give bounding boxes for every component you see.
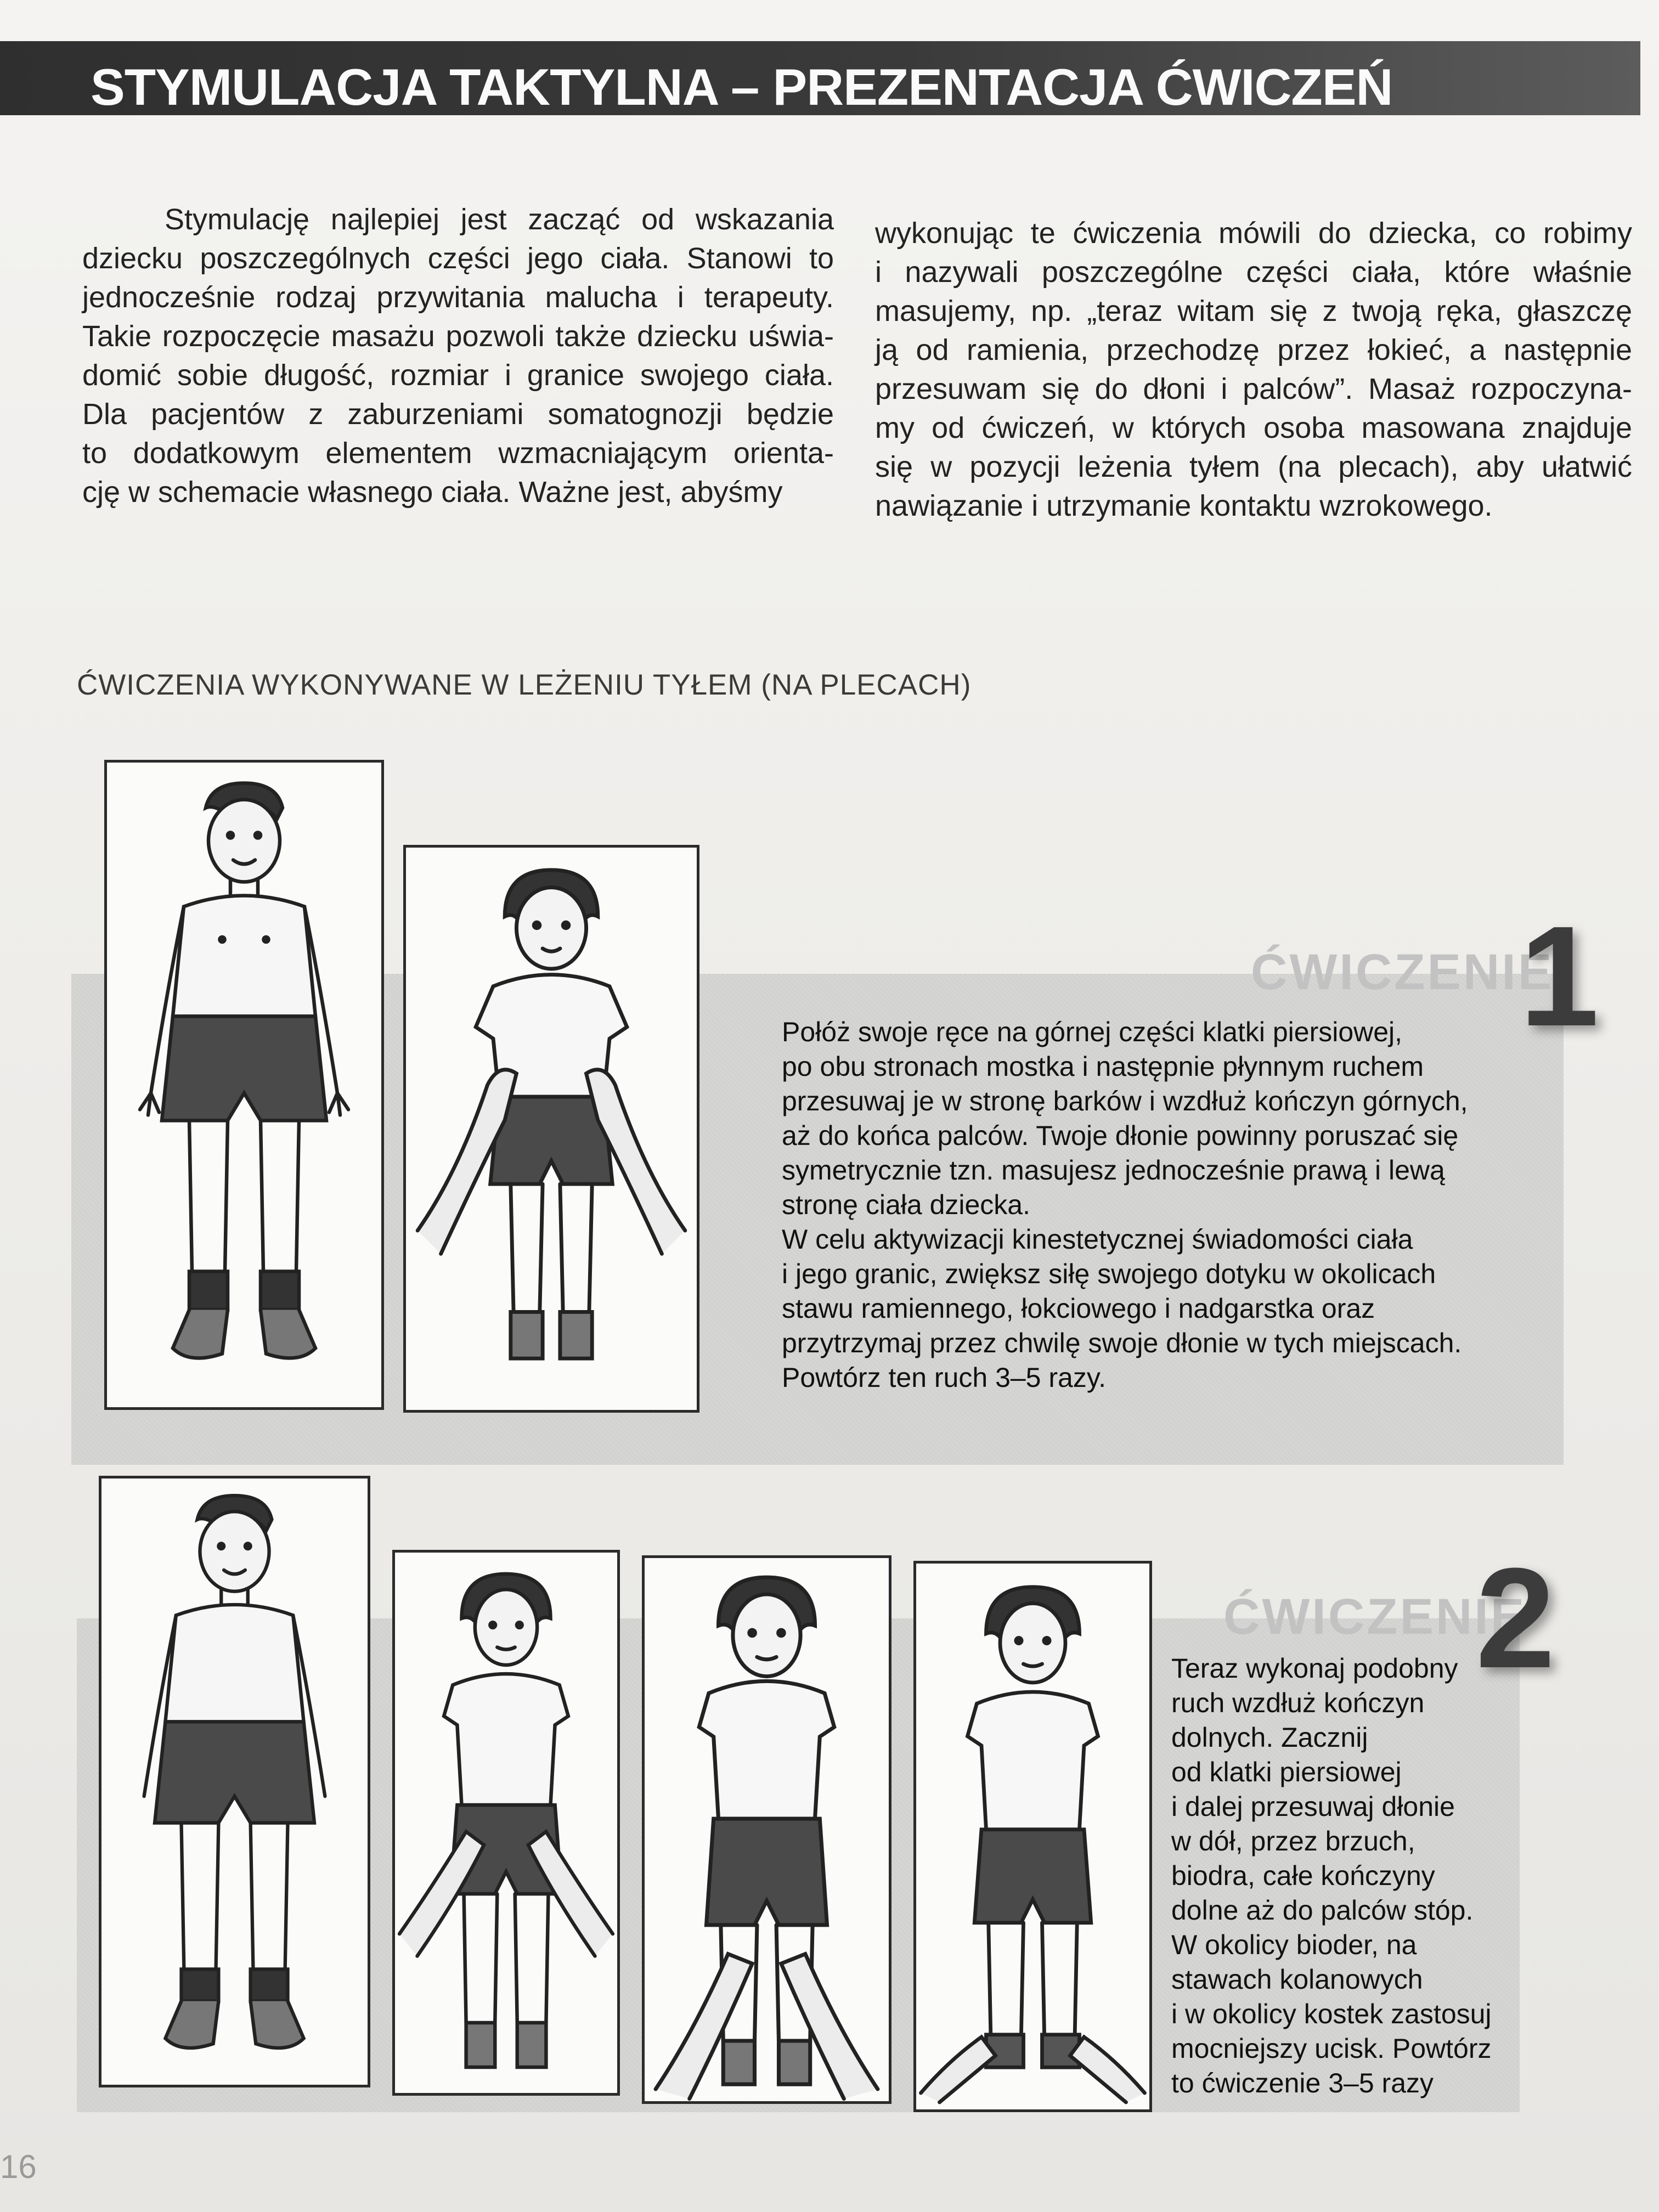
intro-line: to dodatkowym elementem wzmacniającym orienta- xyxy=(82,437,834,470)
exercise-line: dolne aż do palców stóp. xyxy=(1171,1895,1474,1926)
figure-boy-standing xyxy=(104,760,384,1410)
exercise-line: W celu aktywizacji kinestetycznej świadomości ciała xyxy=(782,1224,1413,1255)
exercise-line: W okolicy bioder, na xyxy=(1171,1929,1417,1960)
exercise-line: Powtórz ten ruch 3–5 razy. xyxy=(782,1362,1107,1393)
intro-line: nawiązanie i utrzymanie kontaktu wzrokowego. xyxy=(875,489,1493,522)
exercise-line: stawach kolanowych xyxy=(1171,1964,1423,1995)
exercise-line: przytrzymaj przez chwilę swoje dłonie w tych miejscach. xyxy=(782,1328,1462,1358)
exercise-line: to ćwiczenie 3–5 razy xyxy=(1171,2068,1434,2098)
intro-line: domić sobie długość, rozmiar i granice swojego ciała. xyxy=(82,359,834,392)
figure-boy-standing-2 xyxy=(99,1476,370,2087)
intro-line: ją od ramienia, przechodzę przez łokieć, a następnie xyxy=(875,334,1632,366)
figure-exercise-2-step-3 xyxy=(913,1561,1152,2112)
exercise-2-text xyxy=(1171,1651,1492,2101)
exercise-line: przesuwaj je w stronę barków i wzdłuż kończyn górnych, xyxy=(782,1086,1468,1116)
exercise-2-label: ĆWICZENIE xyxy=(1223,1589,1527,1645)
intro-right-column xyxy=(875,214,1632,526)
exercise-line: mocniejszy ucisk. Powtórz xyxy=(1171,2033,1492,2064)
exercise-1-text xyxy=(782,1015,1468,1395)
figure-exercise-1-massage xyxy=(403,845,699,1413)
exercise-1-label: ĆWICZENIE xyxy=(1251,944,1554,1000)
exercise-line: od klatki piersiowej xyxy=(1171,1757,1402,1787)
intro-line: jednocześnie rodzaj przywitania malucha i terapeuty. xyxy=(82,281,834,314)
boy-illustration xyxy=(107,763,381,1407)
exercise-line: stronę ciała dziecka. xyxy=(782,1189,1031,1220)
exercise-2-illustration-3 xyxy=(916,1564,1149,2109)
exercise-line: Teraz wykonaj podobny xyxy=(1171,1653,1458,1684)
intro-line: dziecku poszczególnych części jego ciała. Stanowi to xyxy=(82,242,834,275)
intro-line: wykonując te ćwiczenia mówili do dziecka, co robimy xyxy=(875,217,1632,250)
exercise-line: biodra, całe kończyny xyxy=(1171,1860,1435,1891)
figure-exercise-2-step-2 xyxy=(642,1555,891,2104)
boy-illustration-2 xyxy=(101,1479,368,2085)
intro-line: Dla pacjentów z zaburzeniami somatognozji będzie xyxy=(82,398,834,431)
exercise-line: symetrycznie tzn. masujesz jednocześnie prawą i lewą xyxy=(782,1155,1445,1186)
exercise-line: stawu ramiennego, łokciowego i nadgarstka oraz xyxy=(782,1293,1375,1324)
page-title: STYMULACJA TAKTYLNA – PREZENTACJA ĆWICZEŃ xyxy=(91,58,1393,116)
exercise-line: po obu stronach mostka i następnie płynnym ruchem xyxy=(782,1051,1424,1082)
figure-exercise-2-step-1 xyxy=(392,1550,620,2096)
exercise-2-illustration-2 xyxy=(645,1558,889,2101)
exercise-line: aż do końca palców. Twoje dłonie powinny poruszać się xyxy=(782,1120,1459,1151)
exercise-2-illustration-1 xyxy=(395,1553,617,2093)
intro-line: przesuwam się do dłoni i palców”. Masaż rozpoczyna- xyxy=(875,373,1632,405)
exercise-line: i dalej przesuwaj dłonie xyxy=(1171,1791,1455,1822)
exercise-line: dolnych. Zacznij xyxy=(1171,1722,1368,1753)
intro-line: Stymulację najlepiej jest zacząć od wskazania xyxy=(165,203,834,236)
exercise-2-number: 2 xyxy=(1476,1539,1555,1698)
intro-line: i nazywali poszczególne części ciała, które właśnie xyxy=(875,256,1632,289)
intro-line: masujemy, np. „teraz witam się z twoją ręka, głaszczę xyxy=(875,295,1632,328)
intro-line: my od ćwiczeń, w których osoba masowana znajduje xyxy=(875,411,1632,444)
intro-left-column xyxy=(82,200,834,512)
exercise-line: i jego granic, zwiększ siłę swojego dotyku w okolicach xyxy=(782,1259,1436,1289)
exercise-line: i w okolicy kostek zastosuj xyxy=(1171,1999,1492,2029)
intro-line: Takie rozpoczęcie masażu pozwoli także dziecku uświa- xyxy=(82,320,834,353)
exercise-line: ruch wzdłuż kończyn xyxy=(1171,1688,1425,1718)
exercise-line: Połóż swoje ręce na górnej części klatki piersiowej, xyxy=(782,1017,1403,1047)
exercise-line: w dół, przez brzuch, xyxy=(1171,1826,1415,1857)
intro-line: cję w schemacie własnego ciała. Ważne jest, abyśmy xyxy=(82,476,783,509)
intro-line: się w pozycji leżenia tyłem (na plecach), aby ułatwić xyxy=(875,450,1632,483)
section-heading: ĆWICZENIA WYKONYWANE W LEŻENIU TYŁEM (NA PLECACH) xyxy=(77,669,972,701)
exercise-1-number: 1 xyxy=(1520,897,1599,1056)
exercise-1-illustration xyxy=(406,848,697,1410)
page-number: 16 xyxy=(0,2148,37,2185)
